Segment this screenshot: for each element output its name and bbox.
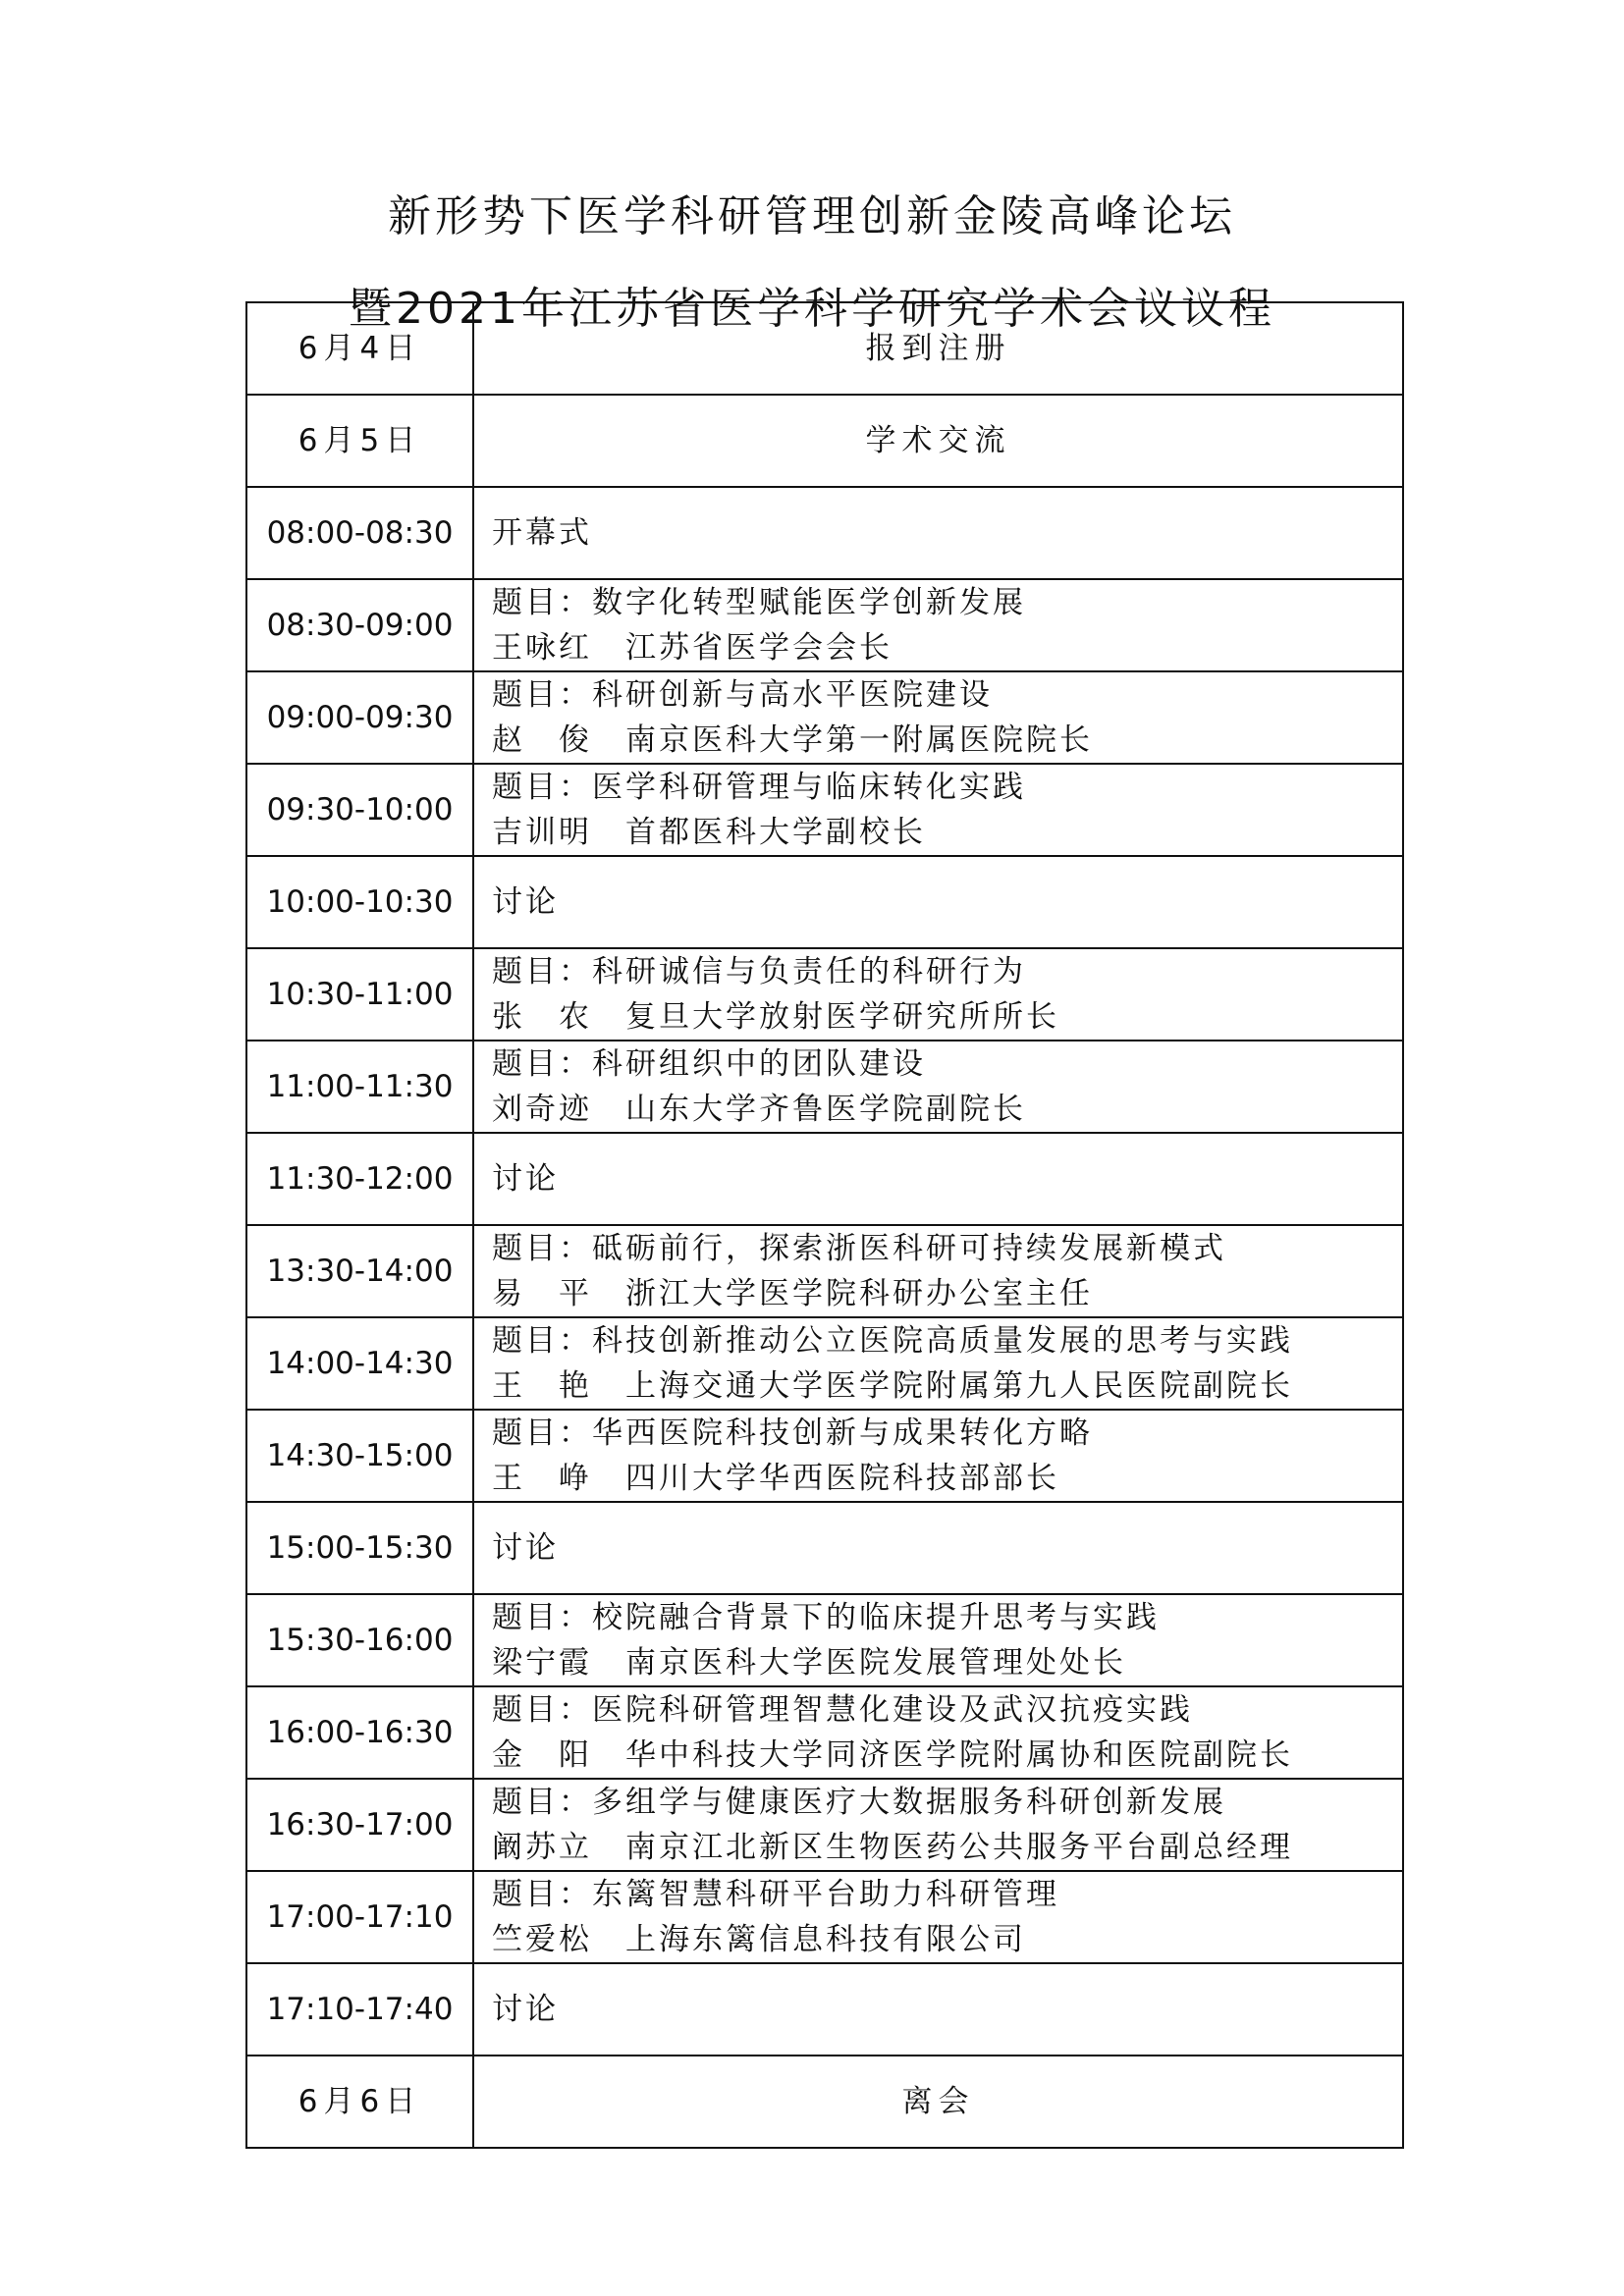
agenda-time: 16:30-17:00 [246, 1779, 473, 1871]
agenda-row [246, 671, 1403, 764]
talk-speaker: 金 阳 华中科技大学同济医学院附属协和医院副院长 [492, 1737, 1293, 1773]
talk-speaker: 王 峥 四川大学华西医院科技部部长 [492, 1461, 1059, 1496]
agenda-row [246, 302, 1403, 395]
agenda-talk [473, 1317, 1403, 1410]
talk-topic: 题目：多组学与健康医疗大数据服务科研创新发展 [492, 1785, 1226, 1820]
agenda-date: 6月6日 [246, 2056, 473, 2148]
agenda-talk [473, 1410, 1403, 1502]
agenda-talk [473, 579, 1403, 671]
agenda-row [246, 1594, 1403, 1686]
talk-topic: 题目：砥砺前行，探索浙医科研可持续发展新模式 [492, 1231, 1226, 1266]
agenda-talk [473, 1871, 1403, 1963]
talk-speaker: 吉训明 首都医科大学副校长 [492, 815, 926, 850]
agenda-talk [473, 1041, 1403, 1133]
talk-topic: 题目：校院融合背景下的临床提升思考与实践 [492, 1600, 1160, 1635]
agenda-talk [473, 1779, 1403, 1871]
talk-topic: 题目：医学科研管理与临床转化实践 [492, 770, 1026, 805]
agenda-row [246, 1317, 1403, 1410]
talk-speaker: 易 平 浙江大学医学院科研办公室主任 [492, 1276, 1093, 1311]
agenda-date: 6月5日 [246, 395, 473, 487]
agenda-time: 14:00-14:30 [246, 1317, 473, 1410]
talk-speaker: 阚苏立 南京江北新区生物医药公共服务平台副总经理 [492, 1830, 1293, 1865]
agenda-day-label: 离会 [473, 2056, 1403, 2148]
agenda-time: 13:30-14:00 [246, 1225, 473, 1317]
agenda-time: 11:30-12:00 [246, 1133, 473, 1225]
agenda-time: 10:00-10:30 [246, 856, 473, 948]
title-line-2: 暨2021年江苏省医学科学研究学术会议议程 [349, 284, 1275, 334]
agenda-row [246, 764, 1403, 856]
agenda-session: 讨论 [473, 1963, 1403, 2056]
talk-speaker: 赵 俊 南京医科大学第一附属医院院长 [492, 722, 1093, 758]
agenda-row [246, 579, 1403, 671]
agenda-row [246, 948, 1403, 1041]
agenda-row [246, 1410, 1403, 1502]
talk-topic: 题目：数字化转型赋能医学创新发展 [492, 585, 1026, 620]
agenda-row [246, 1871, 1403, 1963]
agenda-time: 10:30-11:00 [246, 948, 473, 1041]
agenda-session: 讨论 [473, 856, 1403, 948]
agenda-row [246, 1686, 1403, 1779]
agenda-time: 15:30-16:00 [246, 1594, 473, 1686]
talk-topic: 题目：科研组织中的团队建设 [492, 1046, 926, 1082]
agenda-talk [473, 764, 1403, 856]
agenda-row [246, 1779, 1403, 1871]
agenda-row [246, 487, 1403, 579]
talk-speaker: 张 农 复旦大学放射医学研究所所长 [492, 999, 1059, 1035]
agenda-row [246, 2056, 1403, 2148]
agenda-time: 09:00-09:30 [246, 671, 473, 764]
agenda-time: 11:00-11:30 [246, 1041, 473, 1133]
agenda-session: 讨论 [473, 1502, 1403, 1594]
agenda-talk [473, 948, 1403, 1041]
talk-topic: 题目：科研诚信与负责任的科研行为 [492, 954, 1026, 989]
agenda-day-label: 学术交流 [473, 395, 1403, 487]
agenda-time: 08:30-09:00 [246, 579, 473, 671]
agenda-talk [473, 671, 1403, 764]
agenda-time: 14:30-15:00 [246, 1410, 473, 1502]
agenda-row [246, 1133, 1403, 1225]
agenda-session: 讨论 [473, 1133, 1403, 1225]
agenda-time: 15:00-15:30 [246, 1502, 473, 1594]
agenda-table [245, 301, 1404, 2149]
talk-speaker: 王咏红 江苏省医学会会长 [492, 630, 893, 666]
talk-topic: 题目：科研创新与高水平医院建设 [492, 677, 993, 713]
agenda-time: 08:00-08:30 [246, 487, 473, 579]
talk-speaker: 刘奇迹 山东大学齐鲁医学院副院长 [492, 1092, 1026, 1127]
agenda-time: 16:00-16:30 [246, 1686, 473, 1779]
agenda-day-label: 报到注册 [473, 302, 1403, 395]
agenda-date: 6月4日 [246, 302, 473, 395]
agenda-talk [473, 1686, 1403, 1779]
agenda-row [246, 1963, 1403, 2056]
talk-speaker: 梁宁霞 南京医科大学医院发展管理处处长 [492, 1645, 1126, 1681]
talk-topic: 题目：医院科研管理智慧化建设及武汉抗疫实践 [492, 1692, 1193, 1728]
agenda-row [246, 856, 1403, 948]
agenda-talk [473, 1594, 1403, 1686]
agenda-table-body [246, 302, 1403, 2148]
talk-topic: 题目：东篱智慧科研平台助力科研管理 [492, 1877, 1059, 1912]
agenda-row [246, 1502, 1403, 1594]
talk-topic: 题目：科技创新推动公立医院高质量发展的思考与实践 [492, 1323, 1293, 1359]
agenda-row [246, 1041, 1403, 1133]
agenda-row [246, 1225, 1403, 1317]
agenda-talk [473, 1225, 1403, 1317]
agenda-time: 17:00-17:10 [246, 1871, 473, 1963]
agenda-time: 09:30-10:00 [246, 764, 473, 856]
talk-speaker: 竺爱松 上海东篱信息科技有限公司 [492, 1922, 1026, 1957]
agenda-session: 开幕式 [473, 487, 1403, 579]
agenda-row [246, 395, 1403, 487]
talk-topic: 题目：华西医院科技创新与成果转化方略 [492, 1415, 1093, 1451]
agenda-time: 17:10-17:40 [246, 1963, 473, 2056]
talk-speaker: 王 艳 上海交通大学医学院附属第九人民医院副院长 [492, 1368, 1293, 1404]
title-line-1: 新形势下医学科研管理创新金陵高峰论坛 [388, 191, 1236, 241]
